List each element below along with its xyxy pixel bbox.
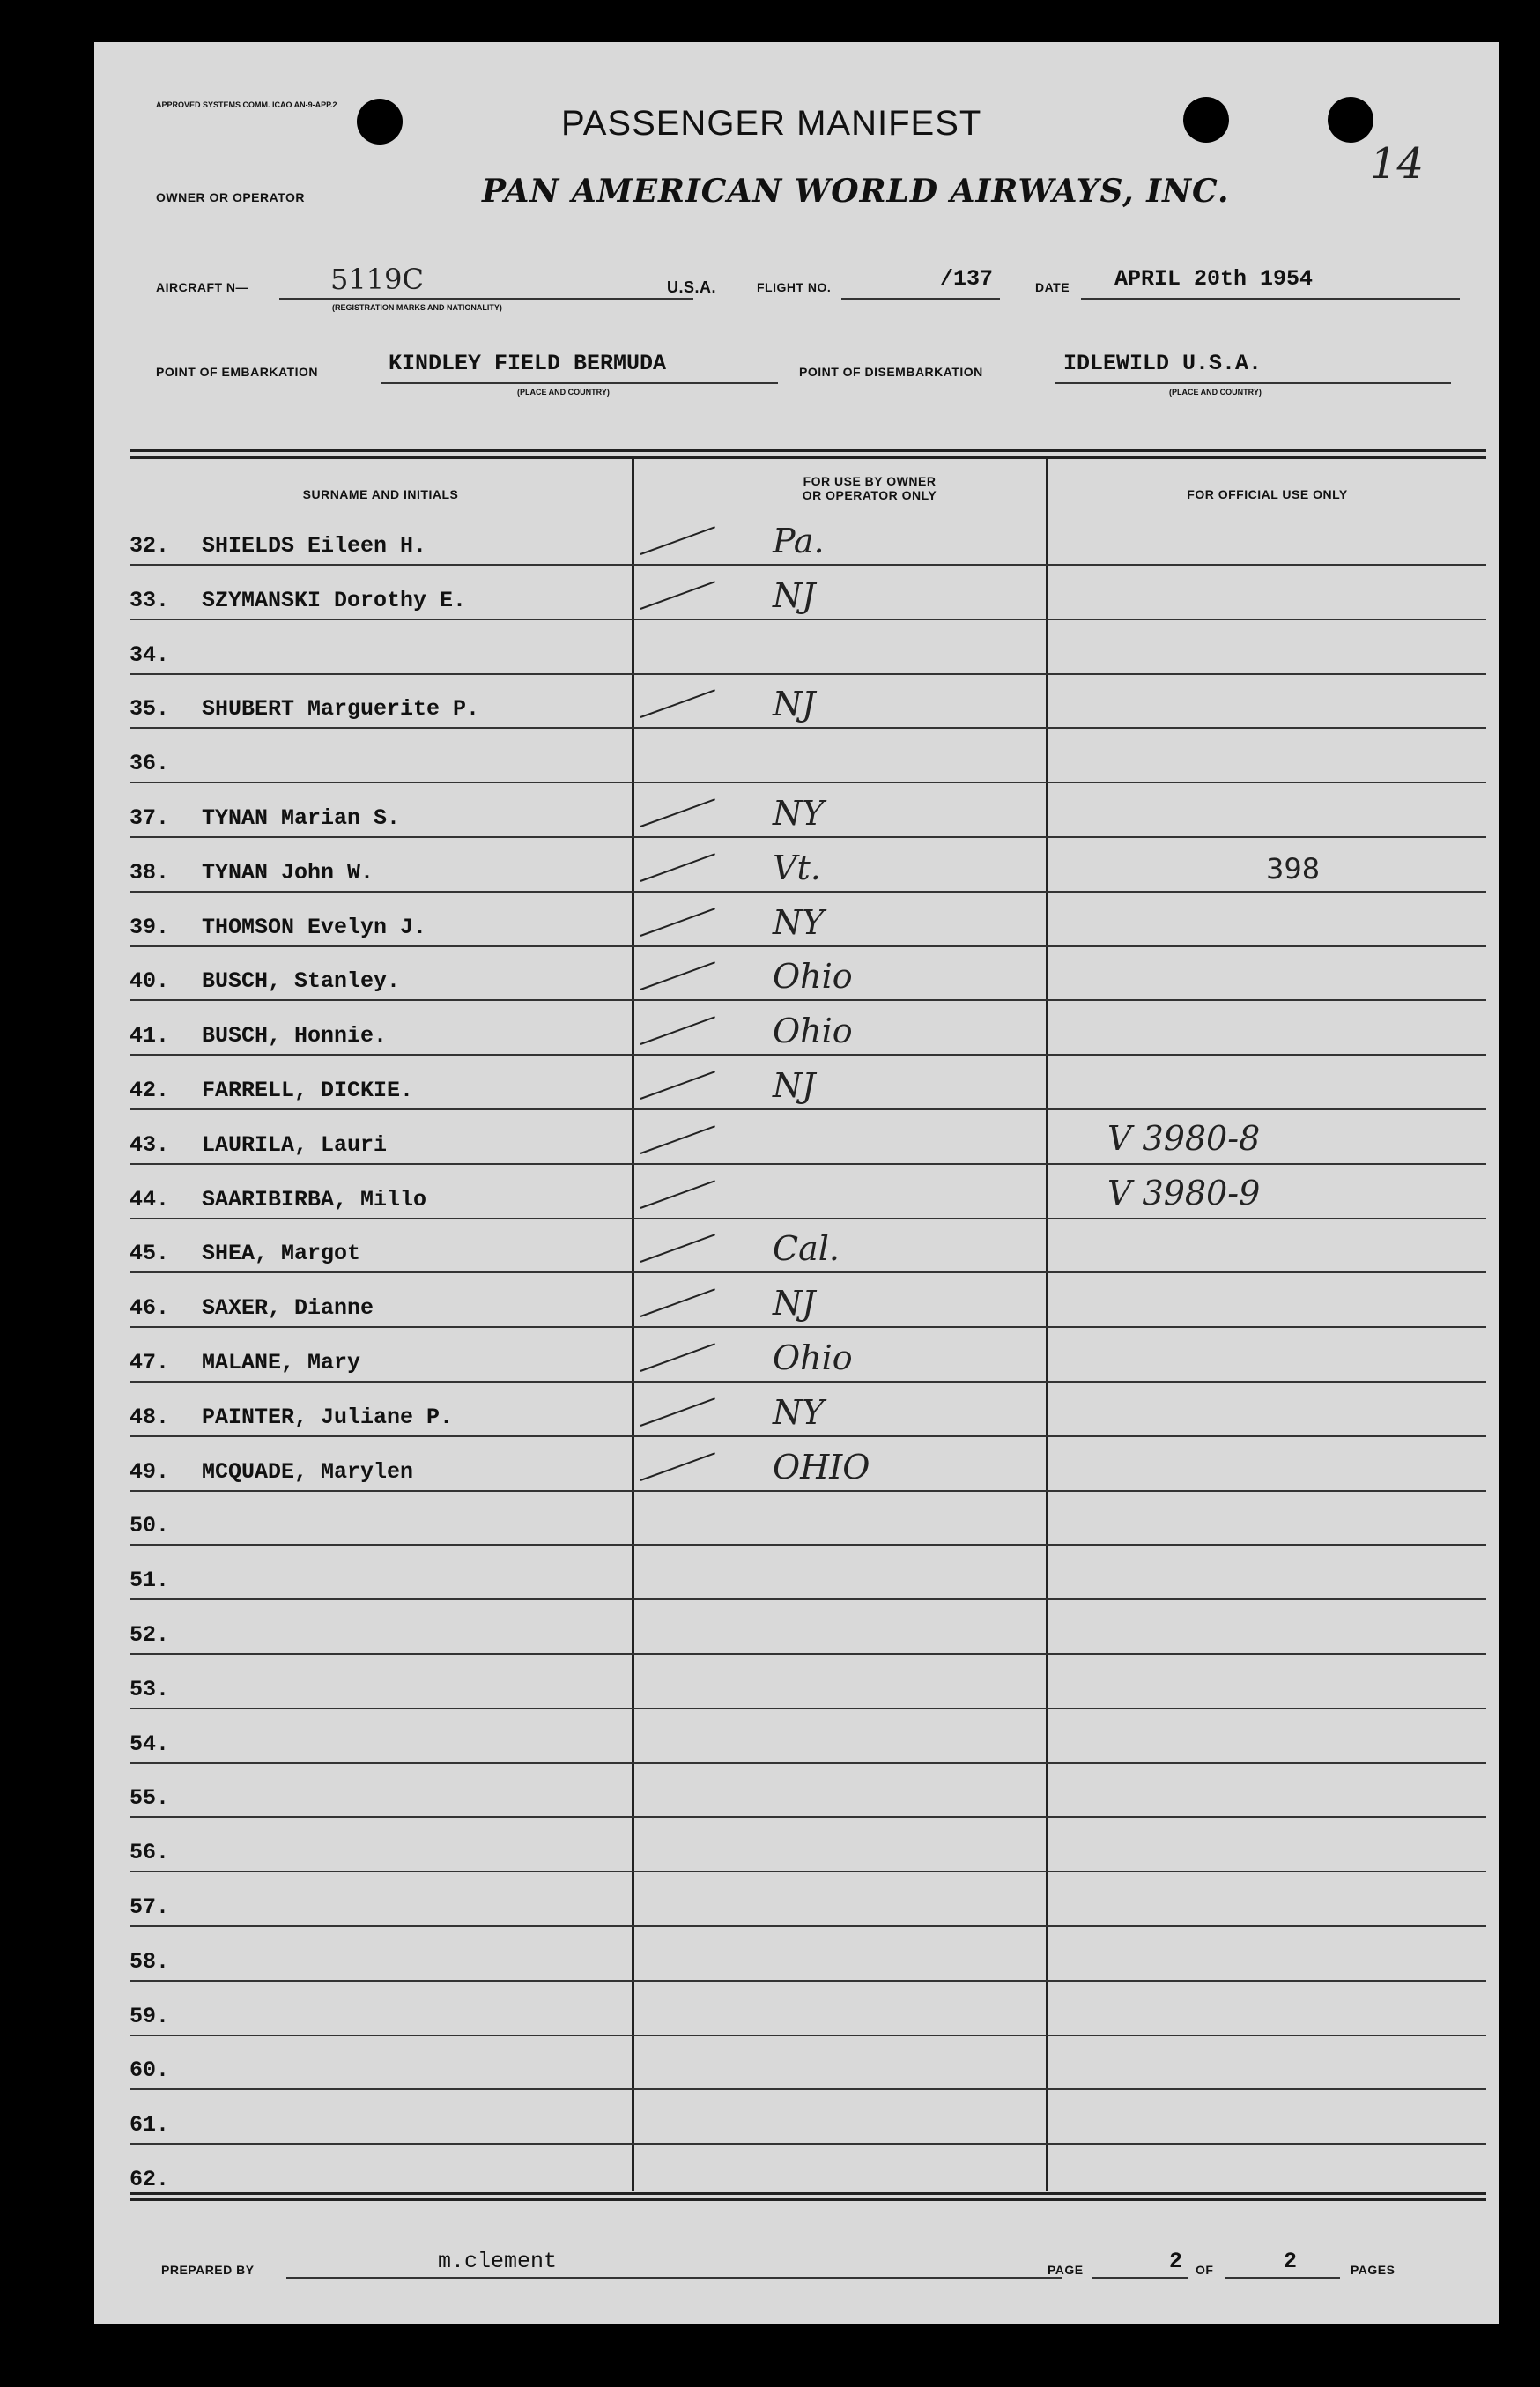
prepared-rule [286, 2277, 1062, 2279]
table-row [130, 1872, 1486, 1927]
passenger-state: NJ [773, 685, 816, 724]
passenger-name: FARRELL, DICKIE. [202, 1078, 414, 1103]
punch-hole-icon [357, 99, 403, 145]
check-mark-icon [640, 1397, 715, 1427]
passenger-name: BUSCH, Stanley. [202, 968, 401, 995]
check-mark-icon [640, 1234, 715, 1264]
passenger-state: NY [773, 1392, 825, 1432]
passenger-name: SAXER, Dianne [202, 1295, 374, 1322]
table-row [130, 1165, 1486, 1219]
disembark-label: POINT OF DISEMBARKATION [799, 365, 983, 379]
table-row [130, 1818, 1486, 1872]
page-mark: 14 [1370, 139, 1425, 189]
row-number: 45. [130, 1241, 170, 1267]
passenger-name: SAARIBIRBA, Millo [202, 1186, 427, 1212]
row-number: 40. [130, 968, 170, 995]
column-header-owner: FOR USE BY OWNER OR OPERATOR ONLY [802, 474, 937, 502]
passenger-name: MALANE, Mary [202, 1350, 361, 1375]
flight-rule [841, 298, 1000, 300]
official-note: V 3980-9 [1107, 1173, 1261, 1212]
table-row [130, 1056, 1486, 1110]
manifest-sheet [94, 42, 1499, 2324]
owner-label: OWNER OR OPERATOR [156, 190, 305, 204]
row-number: 50. [130, 1513, 170, 1539]
embark-value: KINDLEY FIELD BERMUDA [389, 351, 667, 376]
embark-sublabel: (PLACE AND COUNTRY) [517, 388, 610, 397]
row-number: 46. [130, 1295, 170, 1322]
row-number: 41. [130, 1023, 170, 1049]
embark-label: POINT OF EMBARKATION [156, 365, 318, 379]
table-row [130, 2035, 1486, 2090]
passenger-state: NJ [773, 1066, 816, 1105]
row-number: 43. [130, 1131, 170, 1158]
passenger-name: SHEA, Margot [202, 1241, 361, 1267]
row-number: 54. [130, 1731, 170, 1757]
table-top-rule [130, 449, 1486, 452]
table-bottom-rule [130, 2198, 1486, 2201]
table-row [130, 1655, 1486, 1709]
check-mark-icon [640, 1288, 715, 1317]
page-value: 2 [1169, 2249, 1183, 2274]
date-rule [1081, 298, 1460, 300]
table-row [130, 1001, 1486, 1056]
row-number: 60. [130, 2057, 170, 2084]
aircraft-sublabel: (REGISTRATION MARKS AND NATIONALITY) [332, 303, 502, 312]
row-number: 48. [130, 1404, 170, 1430]
aircraft-label: AIRCRAFT N— [156, 280, 249, 294]
aircraft-rule [279, 298, 693, 300]
row-number: 38. [130, 859, 170, 886]
disembark-sublabel: (PLACE AND COUNTRY) [1169, 388, 1262, 397]
check-mark-icon [640, 1071, 715, 1100]
row-number: 59. [130, 2003, 170, 2029]
passenger-state: NY [773, 902, 825, 942]
passenger-name: THOMSON Evelyn J. [202, 914, 427, 940]
column-header-name: SURNAME AND INITIALS [302, 487, 459, 501]
table-row [130, 566, 1486, 620]
passenger-name: TYNAN Marian S. [202, 805, 401, 831]
country-label: U.S.A. [667, 278, 717, 296]
row-number: 42. [130, 1078, 170, 1103]
approval-stamp: APPROVED SYSTEMS COMM. ICAO AN-9-APP.2 [156, 100, 337, 109]
official-note: V 3980-8 [1107, 1118, 1261, 1158]
passenger-name: SHUBERT Marguerite P. [202, 696, 480, 723]
passenger-state: Pa. [773, 522, 825, 560]
check-mark-icon [640, 908, 715, 937]
table-row [130, 1219, 1486, 1273]
punch-hole-icon [1328, 97, 1373, 143]
row-number: 55. [130, 1785, 170, 1812]
passenger-state: NJ [773, 575, 816, 615]
row-number: 35. [130, 696, 170, 723]
row-number: 52. [130, 1622, 170, 1648]
passenger-state: Ohio [773, 1338, 853, 1377]
check-mark-icon [640, 853, 715, 882]
table-row [130, 729, 1486, 783]
official-note: 398 [1266, 851, 1321, 886]
page-rule [1092, 2277, 1188, 2279]
passenger-state: OHIO [773, 1447, 870, 1486]
check-mark-icon [640, 526, 715, 555]
table-row [130, 1273, 1486, 1328]
of-rule [1225, 2277, 1340, 2279]
prepared-value: m.clement [438, 2249, 558, 2274]
table-row [130, 1328, 1486, 1383]
date-label: DATE [1035, 280, 1070, 294]
passenger-name: MCQUADE, Marylen [202, 1458, 414, 1485]
aircraft-value: 5119C [330, 263, 424, 296]
check-mark-icon [640, 690, 715, 719]
disembark-rule [1055, 382, 1451, 384]
table-row [130, 620, 1486, 675]
row-number: 47. [130, 1350, 170, 1375]
row-number: 56. [130, 1840, 170, 1866]
table-top-rule [130, 456, 1486, 459]
check-mark-icon [640, 962, 715, 991]
row-number: 57. [130, 1894, 170, 1920]
table-row [130, 1927, 1486, 1982]
passenger-name: TYNAN John W. [202, 859, 374, 886]
row-number: 33. [130, 587, 170, 613]
check-mark-icon [640, 1452, 715, 1481]
passenger-name: PAINTER, Juliane P. [202, 1404, 454, 1430]
table-row [130, 2090, 1486, 2145]
check-mark-icon [640, 1125, 715, 1154]
table-row [130, 1982, 1486, 2036]
table-row [130, 893, 1486, 947]
passenger-state: Vt. [773, 848, 821, 887]
table-row [130, 1437, 1486, 1492]
of-value: 2 [1284, 2249, 1298, 2274]
table-bottom-rule [130, 2192, 1486, 2195]
pages-label: PAGES [1351, 2263, 1396, 2277]
row-number: 51. [130, 1568, 170, 1594]
passenger-state: Ohio [773, 957, 853, 997]
column-header-official: FOR OFFICIAL USE ONLY [1187, 487, 1348, 501]
passenger-name: LAURILA, Lauri [202, 1131, 388, 1158]
row-number: 36. [130, 751, 170, 777]
embark-rule [381, 382, 778, 384]
row-number: 58. [130, 1948, 170, 1975]
row-number: 32. [130, 533, 170, 559]
table-row [130, 2145, 1486, 2199]
passenger-name: SHIELDS Eileen H. [202, 533, 427, 559]
passenger-name: BUSCH, Honnie. [202, 1023, 388, 1049]
table-row [130, 1763, 1486, 1818]
disembark-value: IDLEWILD U.S.A. [1063, 351, 1262, 376]
table-row [130, 783, 1486, 838]
operator-name: PAN AMERICAN WORLD AIRWAYS, INC. [482, 173, 1230, 210]
table-row [130, 1383, 1486, 1437]
table-row [130, 1491, 1486, 1546]
passenger-name: SZYMANSKI Dorothy E. [202, 587, 467, 613]
passenger-state: NY [773, 794, 825, 833]
flight-value: /137 [940, 266, 994, 292]
check-mark-icon [640, 1343, 715, 1372]
table-row [130, 838, 1486, 893]
row-number: 62. [130, 2167, 170, 2192]
check-mark-icon [640, 798, 715, 827]
passenger-state: Ohio [773, 1012, 853, 1051]
table-row [130, 511, 1486, 566]
table-row [130, 946, 1486, 1001]
table-row [130, 1600, 1486, 1655]
row-number: 37. [130, 805, 170, 831]
table-row [130, 1709, 1486, 1764]
passenger-state: Cal. [773, 1229, 840, 1269]
passenger-state: NJ [773, 1284, 816, 1323]
page-title: PASSENGER MANIFEST [561, 104, 982, 143]
row-number: 34. [130, 641, 170, 668]
table-row [130, 674, 1486, 729]
page-label: PAGE [1048, 2263, 1084, 2277]
check-mark-icon [640, 1016, 715, 1045]
of-label: OF [1196, 2263, 1214, 2277]
check-mark-icon [640, 581, 715, 610]
punch-hole-icon [1183, 97, 1229, 143]
date-value: APRIL 20th 1954 [1114, 266, 1314, 292]
prepared-label: PREPARED BY [161, 2263, 255, 2277]
check-mark-icon [640, 1180, 715, 1209]
row-number: 39. [130, 914, 170, 940]
row-number: 53. [130, 1676, 170, 1702]
row-number: 49. [130, 1458, 170, 1485]
flight-label: FLIGHT NO. [757, 280, 832, 294]
row-number: 44. [130, 1186, 170, 1212]
table-row [130, 1546, 1486, 1600]
table-row [130, 1110, 1486, 1165]
row-number: 61. [130, 2112, 170, 2139]
